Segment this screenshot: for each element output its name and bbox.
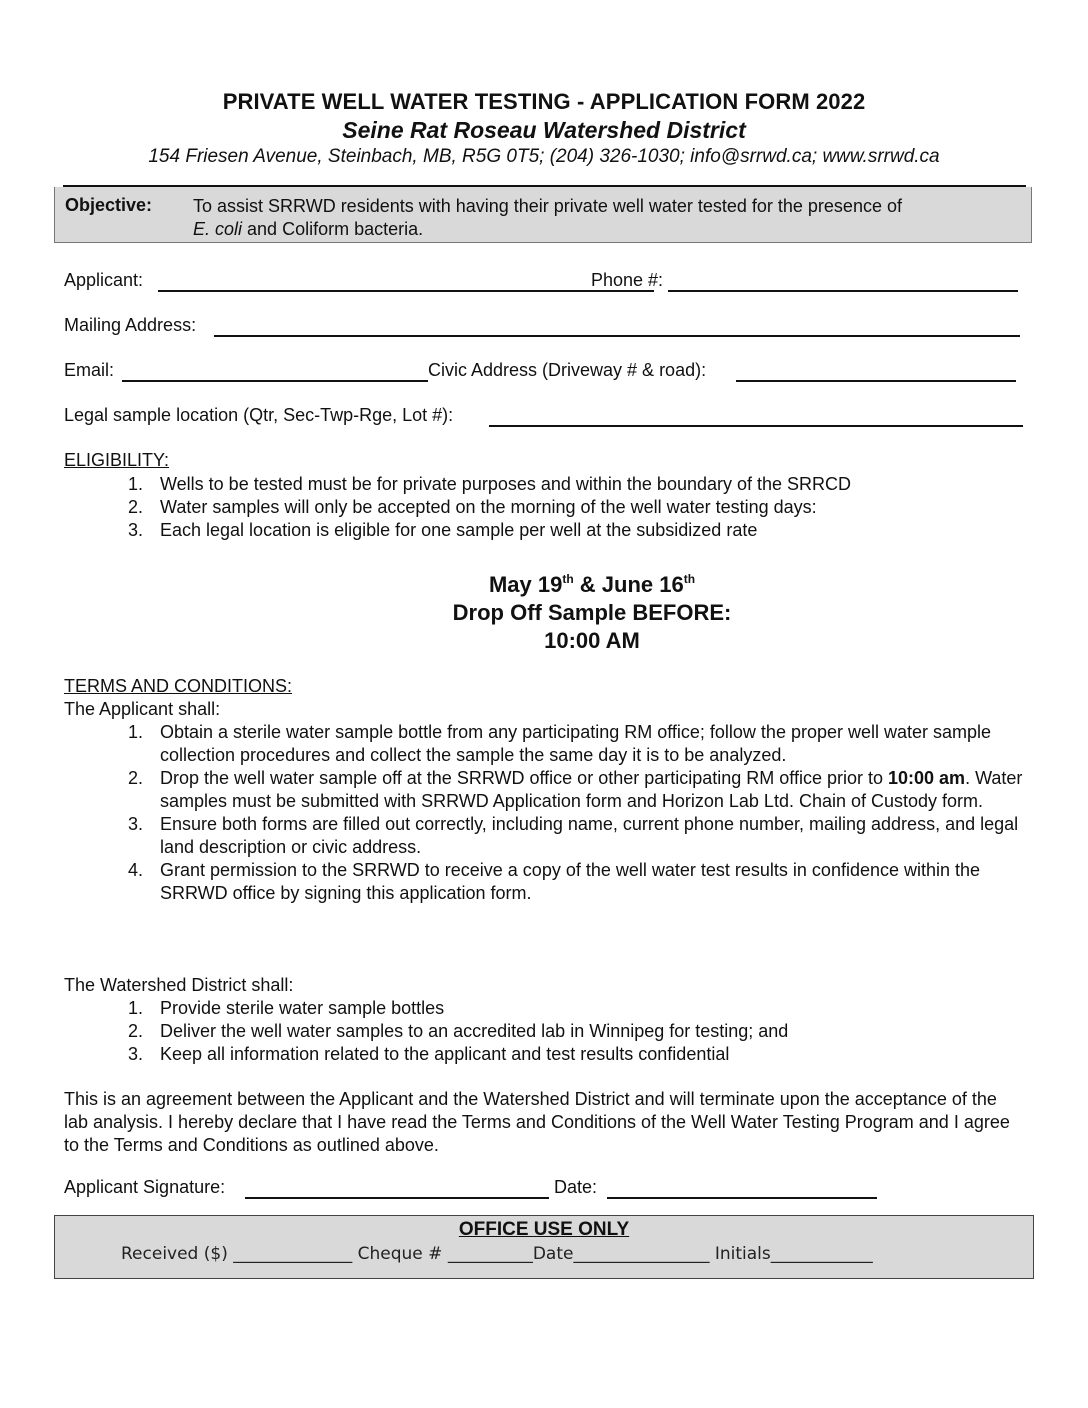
civic-address-label: Civic Address (Driveway # & road):: [428, 360, 707, 380]
objective-text-line1: To assist SRRWD residents with having their private well water tested for the presence of: [193, 196, 902, 216]
mailing-address-label: Mailing Address:: [64, 315, 197, 335]
eligibility-heading: ELIGIBILITY:: [64, 450, 170, 470]
list-item: 1. Provide sterile water sample bottles: [128, 998, 445, 1018]
testing-dates: [0, 565, 1088, 655]
phone-label: Phone #:: [591, 270, 664, 290]
district-list: [128, 997, 1028, 1066]
objective-box: [54, 187, 1032, 243]
office-use-fields: Received ($) ______________ Cheque # __________Date________________ Initials____________: [121, 1244, 873, 1264]
civic-address-field[interactable]: [736, 380, 1016, 382]
organization-address: 154 Friesen Avenue, Steinbach, MB, R5G 0T5; (204) 326-1030; info@srrwd.ca; www.srrwd.ca: [148, 146, 940, 167]
email-label: Email:: [64, 360, 115, 380]
list-item: 1. Obtain a sterile water sample bottle from any participating RM office; follow the proper well water sample collection procedures and collect the sample the same day it is to be analyzed.: [128, 722, 992, 765]
signature-field[interactable]: [245, 1197, 549, 1199]
date-label: Date:: [554, 1177, 598, 1197]
applicant-row: [64, 270, 1024, 300]
testing-date-line: May 19th & June 16th: [488, 572, 696, 597]
district-intro: The Watershed District shall:: [64, 975, 294, 995]
phone-field[interactable]: [668, 290, 1018, 292]
legal-location-field[interactable]: [489, 425, 1023, 427]
legal-location-row: [64, 405, 1024, 435]
objective-text-line2: and Coliform bacteria.: [242, 219, 424, 239]
terms-heading: TERMS AND CONDITIONS:: [64, 676, 293, 696]
form-title: PRIVATE WELL WATER TESTING - APPLICATION FORM 2022: [222, 89, 866, 114]
list-item: 2. Drop the well water sample off at the SRRWD office or other participating RM office prior to 10:00 am. Water samples must be submitted with SRRWD Application form and Horizon Lab Ltd. Chain of Custody form.: [128, 768, 1023, 811]
objective-text: [193, 195, 993, 241]
list-item: 3. Keep all information related to the applicant and test results confidential: [128, 1044, 730, 1064]
office-use-title: OFFICE USE ONLY: [458, 1219, 630, 1240]
signature-row: [64, 1177, 1024, 1207]
agreement-text: This is an agreement between the Applicant and the Watershed District and will terminate upon the acceptance of the lab analysis. I hereby declare that I have read the Terms and Conditions of the Well Water Testing Program and I agree to the Terms and Conditions as outlined above.: [64, 1089, 1010, 1155]
list-item: 2. Water samples will only be accepted on the morning of the well water testing days:: [128, 497, 817, 517]
mailing-address-row: [64, 315, 1024, 345]
organization-name: Seine Rat Roseau Watershed District: [342, 117, 746, 143]
email-row: [64, 360, 1024, 390]
drop-off-time: 10:00 AM: [544, 628, 640, 653]
office-use-box: [54, 1215, 1034, 1279]
mailing-address-field[interactable]: [214, 335, 1020, 337]
list-item: 1. Wells to be tested must be for private purposes and within the boundary of the SRRCD: [128, 474, 852, 494]
drop-off-line: Drop Off Sample BEFORE:: [452, 600, 732, 625]
list-item: 3. Ensure both forms are filled out correctly, including name, current phone number, mailing address, and legal land description or civic address.: [128, 814, 1019, 857]
applicant-field[interactable]: [158, 290, 654, 292]
objective-label: Objective:: [65, 195, 153, 215]
date-field[interactable]: [607, 1197, 877, 1199]
terms-intro: The Applicant shall:: [64, 699, 221, 719]
applicant-label: Applicant:: [64, 270, 144, 290]
eligibility-list: [128, 473, 1028, 542]
list-item: 4. Grant permission to the SRRWD to receive a copy of the well water test results in confidence within the SRRWD office by signing this application form.: [128, 860, 981, 903]
list-item: 3. Each legal location is eligible for one sample per well at the subsidized rate: [128, 520, 758, 540]
objective-ecoli: E. coli: [193, 219, 243, 239]
list-item: 2. Deliver the well water samples to an accredited lab in Winnipeg for testing; and: [128, 1021, 789, 1041]
email-field[interactable]: [122, 380, 428, 382]
signature-label: Applicant Signature:: [64, 1177, 226, 1197]
terms-list: [128, 721, 1028, 905]
legal-location-label: Legal sample location (Qtr, Sec-Twp-Rge, Lot #):: [64, 405, 454, 425]
